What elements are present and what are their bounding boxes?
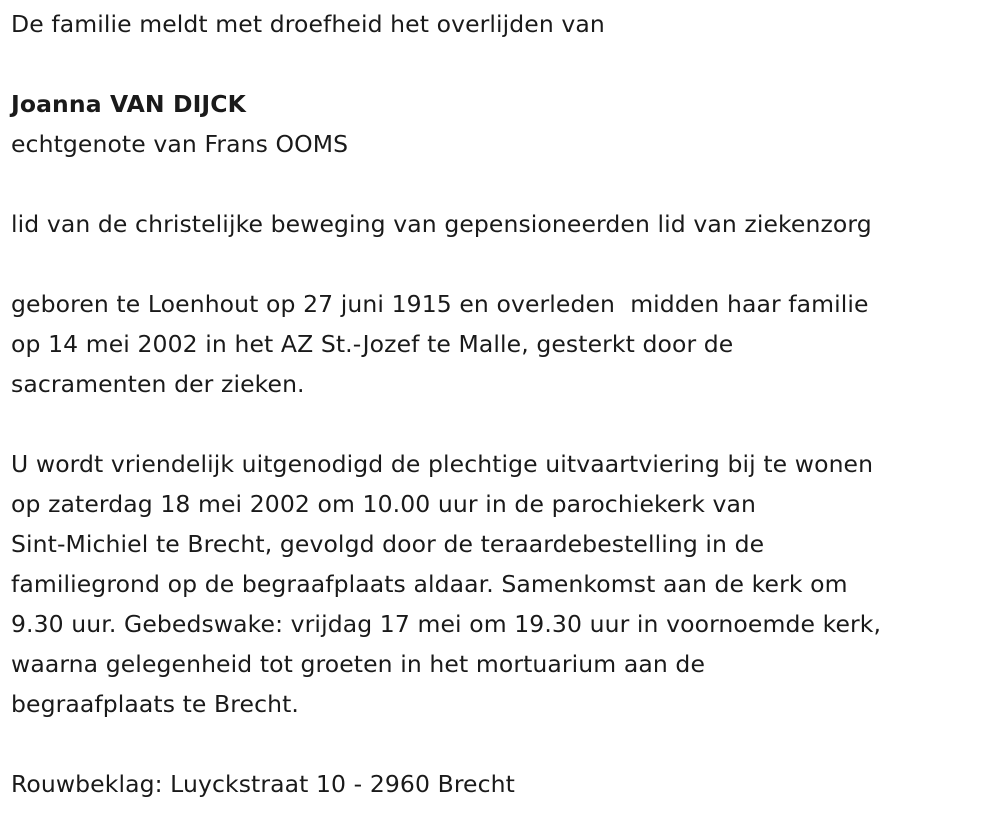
paragraph-line: U wordt vriendelijk uitgenodigd de plechtige uitvaartviering bij te wonen	[11, 450, 874, 478]
spacer	[11, 404, 991, 444]
spacer	[11, 44, 991, 84]
funeral-paragraph	[11, 444, 991, 724]
intro-text: De familie meldt met droefheid het overlijden van	[11, 10, 605, 38]
birth-death-paragraph	[11, 284, 991, 404]
spacer	[11, 724, 991, 764]
paragraph-line: 9.30 uur. Gebedswake: vrijdag 17 mei om 19.30 uur in voornoemde kerk,	[11, 610, 882, 638]
spacer	[11, 244, 991, 284]
paragraph-line: Sint-Michiel te Brecht, gevolgd door de teraardebestelling in de	[11, 530, 765, 558]
paragraph-line: waarna gelegenheid tot groeten in het mortuarium aan de	[11, 650, 705, 678]
deceased-name: Joanna VAN DIJCK	[11, 90, 246, 118]
paragraph-line: op 14 mei 2002 in het AZ St.-Jozef te Malle, gesterkt door de	[11, 330, 734, 358]
paragraph-line: geboren te Loenhout op 27 juni 1915 en overleden midden haar familie	[11, 290, 869, 318]
death-notice	[11, 4, 991, 804]
condolence-address: Rouwbeklag: Luyckstraat 10 - 2960 Brecht	[11, 770, 515, 798]
spouse-text: echtgenote van Frans OOMS	[11, 130, 349, 158]
paragraph-line: familiegrond op de begraafplaats aldaar. Samenkomst aan de kerk om	[11, 570, 848, 598]
paragraph-line: op zaterdag 18 mei 2002 om 10.00 uur in de parochiekerk van	[11, 490, 756, 518]
spacer	[11, 164, 991, 204]
paragraph-line: begraafplaats te Brecht.	[11, 690, 299, 718]
paragraph-line: sacramenten der zieken.	[11, 370, 305, 398]
membership-text: lid van de christelijke beweging van gepensioneerden lid van ziekenzorg	[11, 210, 872, 238]
